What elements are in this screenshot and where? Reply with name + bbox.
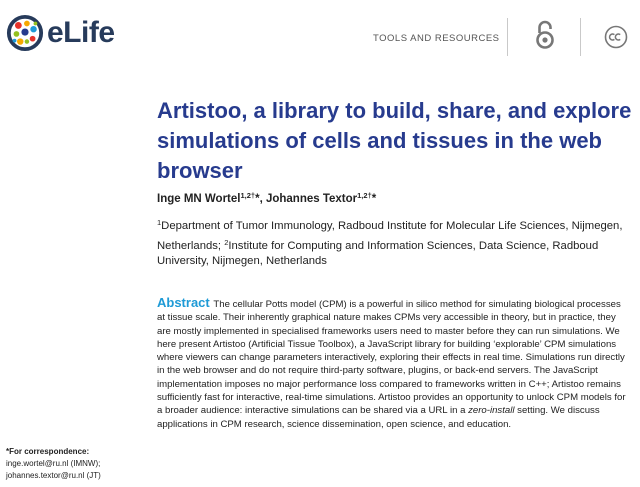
elife-logo[interactable] (6, 14, 115, 52)
affiliation-number: 2 (224, 237, 229, 247)
article-title: Artistoo, a library to build, share, and explore simulations of cells and tissues in the web browser (157, 98, 632, 183)
author-list (157, 188, 376, 207)
author-separator: , (259, 193, 266, 205)
corresponding-mark: * (255, 193, 260, 205)
author-name[interactable]: Johannes Textor (265, 193, 358, 205)
correspondence-email[interactable]: inge.wortel@ru.nl (IMNW); (6, 459, 101, 468)
author-superscript: 1,2† (240, 191, 256, 200)
open-access-icon[interactable] (533, 18, 557, 50)
author-superscript: 1,2† (357, 191, 372, 200)
creative-commons-icon[interactable] (604, 25, 628, 49)
abstract-heading: Abstract (157, 295, 210, 310)
affiliation-number: 1 (157, 218, 162, 227)
section-label[interactable]: TOOLS AND RESOURCES (373, 33, 500, 44)
correspondence-block (6, 446, 101, 482)
affiliation-text: Institute for Computing and Information Sciences, Data Science, Radboud University, Nijmegen, Netherlands (157, 239, 599, 267)
elife-logo-icon (6, 14, 44, 52)
author-name[interactable]: Inge MN Wortel (157, 193, 241, 205)
affiliation-text: Department of Tumor Immunology, Radboud Institute for Molecular Life Sciences, Nijmegen, Netherlands; (157, 220, 623, 252)
header-divider (580, 18, 581, 56)
abstract-text: The cellular Potts model (CPM) is a powerful in silico method for simulating biological processes at tissue scale. Their inherently graphical nature makes CPMs very accessible in theory, but in practice, they are mostly implemented in specialised frameworks users need to master before they can run simulations. We here present Artistoo (Artificial Tissue Toolbox), a JavaScript library for building ‘explorable’ CPM simulations where viewers can change parameters interactively, exploring their effects in real time. Simulations run directly in the web browser and do not require third-party software, plugins, or back-end servers. The JavaScript implementation imposes no major performance loss compared to frameworks written in C++; Artistoo remains sufficiently fast for interactive, real-time simulations. Artistoo provides an opportunity to unlock CPM models for a broader audience: interactive simulations can be shared via a URL in a (157, 299, 626, 417)
correspondence-email[interactable]: johannes.textor@ru.nl (JT) (6, 471, 101, 480)
abstract-italic: zero-install (468, 405, 515, 417)
abstract-text-end: setting. We discuss applications in CPM research, science dissemination, open science, and education. (157, 405, 600, 430)
abstract (157, 296, 631, 431)
affiliations (157, 215, 632, 270)
logo-text: eLife (47, 16, 115, 49)
corresponding-mark: * (371, 193, 377, 205)
header-divider (507, 18, 508, 56)
correspondence-heading: *For correspondence: (6, 447, 90, 456)
